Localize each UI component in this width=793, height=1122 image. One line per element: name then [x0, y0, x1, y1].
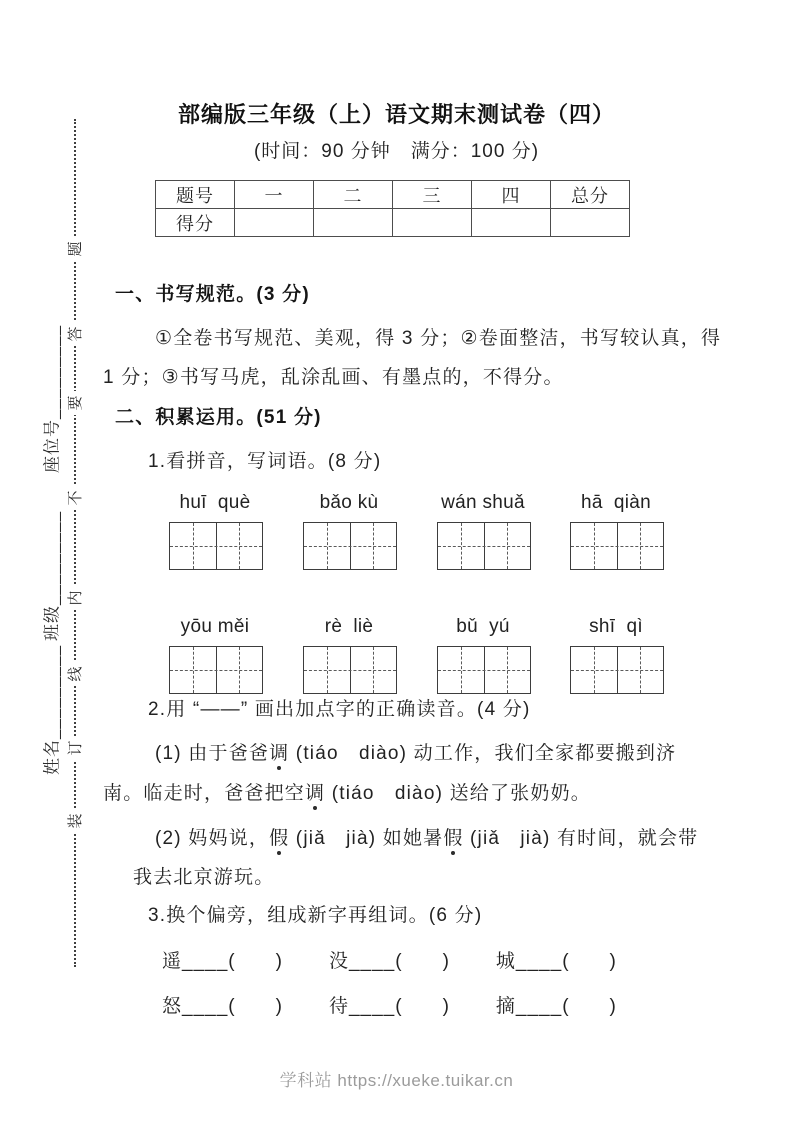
q3-paren: ( )	[395, 951, 450, 972]
text-segment: (tiáo diào) 送给了张奶奶。	[325, 783, 591, 804]
q3-char: 怒	[162, 996, 183, 1017]
q3-blank: ____	[182, 996, 229, 1017]
binding-char: 不	[64, 486, 88, 510]
q3-char: 待	[328, 996, 349, 1017]
page-title: 部编版三年级（上）语文期末测试卷（四）	[177, 102, 615, 127]
writing-grid-box	[303, 522, 397, 570]
score-table	[155, 180, 630, 237]
dotted-char: 调	[269, 743, 290, 764]
q3-char: 没	[328, 951, 349, 972]
q1-label: 1.看拼音，写词语。(8 分)	[148, 451, 382, 472]
score-table-cell	[235, 209, 314, 237]
score-table-cell: 三	[393, 181, 472, 209]
binding-char: 订	[64, 736, 88, 760]
section-2-heading: 二、积累运用。(51 分)	[115, 407, 322, 428]
q3-item	[162, 991, 283, 1018]
q3-row-2	[162, 991, 617, 1018]
q3-blank: ____	[515, 951, 563, 972]
text-segment: (1) 由于爸爸	[155, 743, 270, 764]
writing-grid-box	[570, 522, 664, 570]
seat-number-blank: 座位号_________	[42, 324, 62, 474]
score-table-cell: 四	[472, 181, 551, 209]
q3-paren: ( )	[395, 996, 450, 1017]
q3-char: 摘	[495, 996, 516, 1017]
grid-line	[571, 546, 663, 547]
text-segment: (2) 妈妈说，	[155, 828, 270, 849]
name-blank: 姓名_________	[42, 644, 62, 776]
binding-char: 要	[64, 391, 88, 415]
score-table-cell: 得分	[156, 209, 235, 237]
pinyin-label: huī què	[179, 492, 251, 513]
q3-item	[496, 991, 617, 1018]
class-blank: 班级_________	[42, 510, 62, 642]
grid-line	[170, 670, 262, 671]
q3-blank: ____	[515, 996, 563, 1017]
score-table-cell: 题号	[156, 181, 235, 209]
text-segment: (tiáo diào) 动工作，我们全家都要搬到济	[289, 743, 677, 764]
grid-line	[170, 546, 262, 547]
score-table-cell	[472, 209, 551, 237]
score-table-score-row	[156, 209, 630, 237]
binding-char: 答	[64, 322, 88, 346]
q3-row-1	[162, 946, 617, 973]
section-1-heading: 一、书写规范。(3 分)	[115, 284, 310, 305]
score-table-header-row	[156, 181, 630, 209]
score-table-cell	[314, 209, 393, 237]
q3-blank: ____	[348, 996, 396, 1017]
q3-item	[329, 991, 450, 1018]
q2-item-1-line-2	[103, 783, 591, 805]
writing-grid-box	[437, 522, 531, 570]
dotted-char: 假	[443, 828, 464, 849]
grid-line	[438, 546, 530, 547]
pinyin-label: shī qì	[589, 616, 643, 637]
score-table-cell	[551, 209, 630, 237]
dotted-char: 假	[269, 828, 290, 849]
score-table-cell	[393, 209, 472, 237]
pinyin-label: yōu měi	[180, 616, 250, 637]
binding-char: 题	[64, 237, 88, 261]
writing-grid-box	[169, 522, 263, 570]
q3-item	[162, 946, 283, 973]
q3-paren: ( )	[562, 951, 617, 972]
q3-label: 3.换个偏旁，组成新字再组词。(6 分)	[148, 905, 483, 926]
q3-blank: ____	[348, 951, 396, 972]
q3-item	[496, 946, 617, 973]
score-table-cell: 二	[314, 181, 393, 209]
q2-item-2-line-2: 我去北京游玩。	[133, 867, 275, 888]
grid-line	[304, 670, 396, 671]
grid-line	[438, 670, 530, 671]
writing-grid-box	[303, 646, 397, 694]
q2-item-2-line-1	[155, 828, 698, 850]
binding-char: 线	[64, 662, 88, 686]
q3-blank: ____	[182, 951, 229, 972]
grid-line	[571, 670, 663, 671]
q2-label: 2.用 “——” 画出加点字的正确读音。(4 分)	[148, 699, 531, 720]
grid-line	[304, 546, 396, 547]
exam-subtitle: (时间：90 分钟 满分：100 分)	[253, 141, 540, 162]
writing-grid-box	[437, 646, 531, 694]
q3-char: 城	[495, 951, 516, 972]
q3-char: 遥	[162, 951, 183, 972]
pinyin-label: hā qiàn	[580, 492, 651, 513]
q3-item	[329, 946, 450, 973]
pinyin-label: bǎo kù	[319, 492, 379, 513]
writing-grid-box	[570, 646, 664, 694]
score-table-cell: 总分	[551, 181, 630, 209]
text-segment: 南。临走时，爸爸把空	[103, 783, 306, 804]
q3-paren: ( )	[228, 951, 283, 972]
pinyin-label: bǔ yú	[456, 616, 510, 637]
section-1-line-1: ①全卷书写规范、美观，得 3 分；②卷面整洁，书写较认真，得	[155, 328, 722, 349]
dotted-char: 调	[305, 783, 326, 804]
q3-paren: ( )	[562, 996, 617, 1017]
pinyin-label: wán shuǎ	[441, 492, 525, 513]
section-1-line-2: 1 分；③书写马虎，乱涂乱画、有墨点的，不得分。	[103, 367, 564, 388]
q2-item-1-line-1	[155, 743, 676, 765]
footer-credit-link[interactable]: 学科站 https://xueke.tuikar.cn	[279, 1071, 514, 1090]
pinyin-label: rè liè	[324, 616, 374, 637]
binding-char: 内	[64, 586, 88, 610]
text-segment: (jiǎ jià) 有时间，就会带	[463, 828, 699, 849]
q3-paren: ( )	[228, 996, 283, 1017]
score-table-cell: 一	[235, 181, 314, 209]
text-segment: (jiǎ jià) 如她暑	[289, 828, 444, 849]
binding-char: 装	[64, 809, 88, 833]
writing-grid-box	[169, 646, 263, 694]
